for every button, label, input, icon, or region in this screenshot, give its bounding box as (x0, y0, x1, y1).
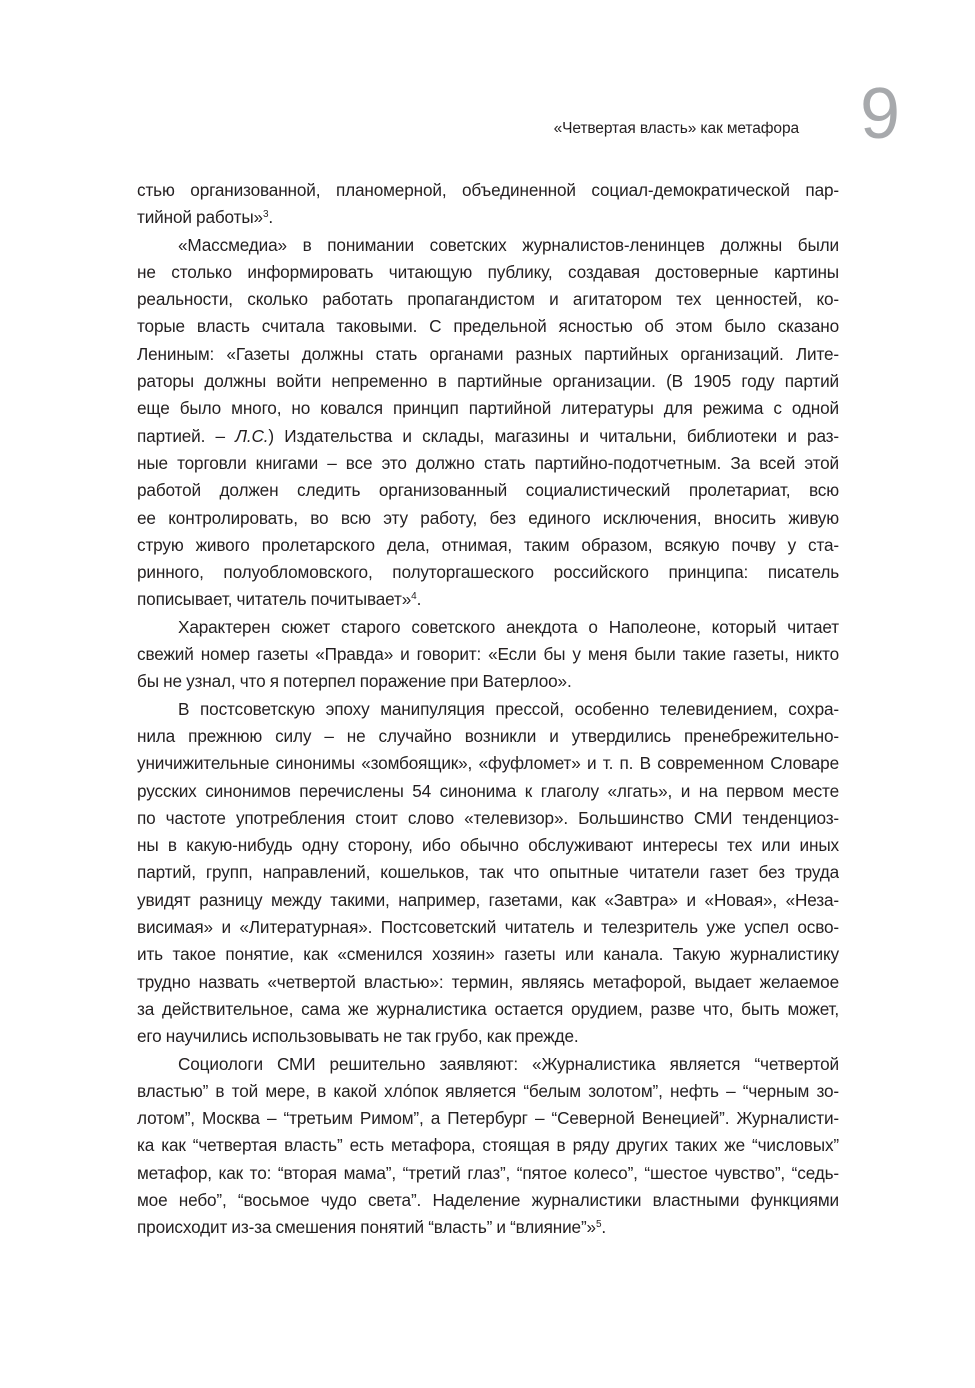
line-text: увидят разницу между такими, например, газетами, как «Завтра» и «Новая», «Неза- (137, 889, 839, 910)
text-line (137, 395, 839, 422)
text-line (137, 313, 839, 340)
line-text: партий, групп, направлений, кошельков, так что опытные читатели газет без труда (137, 862, 839, 883)
line-text: ка как “четвертая власть” есть метафора, стоящая в ряду других таких же “числовых” (137, 1135, 839, 1156)
line-text: по частоте употребления стоит слово «телевизор». Большинство СМИ тенденциоз- (137, 807, 839, 828)
line-text: ны в какую-нибудь одну сторону, ибо обычно обслуживают интересы тех или иных (137, 835, 839, 856)
line-text: свежий номер газеты «Правда» и говорит: «Если бы у меня были такие газеты, никто (137, 644, 839, 665)
text-line (137, 832, 839, 859)
text-line (137, 177, 839, 204)
footnote-marker[interactable]: 3 (262, 209, 269, 221)
text-line (137, 750, 839, 777)
line-text: торые власть считала таковыми. С предельной ясностью об этом было сказано (137, 316, 839, 337)
text-line (137, 1105, 839, 1132)
text-line (137, 1132, 839, 1159)
line-text: стью организованной, планомерной, объединенной социал-демократической пар- (137, 180, 839, 200)
line-text: «Массмедиа» в понимании советских журналистов-ленинцев должны были (178, 234, 839, 255)
text-line (137, 532, 839, 559)
line-text: тийной работы» (137, 207, 263, 228)
line-text: ее контролировать, во всю эту работу, без единого исключения, вносить живую (137, 507, 839, 528)
line-text: еще было много, но ковался принцип партийной литературы для режима с одной (137, 398, 839, 419)
line-text: Социологи СМИ решительно заявляют: «Журналистика является “четвертой (178, 1053, 839, 1074)
text-line (137, 259, 839, 286)
text-line (137, 778, 839, 805)
text-line (137, 1160, 839, 1187)
text-line (137, 1023, 839, 1050)
text-line (137, 641, 839, 668)
line-text: уничижительные синонимы «зомбоящик», «фуфломет» и т. п. В современном Словаре (137, 753, 839, 774)
body-text (137, 177, 839, 1242)
text-line (137, 859, 839, 886)
text-line (137, 696, 839, 723)
text-line (137, 232, 839, 259)
page-number: 9 (859, 74, 901, 154)
text-line (137, 668, 839, 695)
text-line (137, 614, 839, 641)
text-line (137, 286, 839, 313)
text-line (137, 586, 839, 613)
line-text: Характерен сюжет старого советского анекдота о Наполеоне, который читает (178, 616, 839, 637)
line-tail: . (416, 589, 422, 610)
paragraph (137, 696, 839, 1051)
line-text: нила прежнюю силу – не случайно возникли и утвердились пренебрежительно- (137, 725, 839, 746)
line-text: ные торговли книгами – все это должно стать партийно-подотчетным. За всей этой (137, 452, 839, 473)
text-line (137, 1051, 839, 1078)
paragraph (137, 1051, 839, 1242)
line-text: мое небо”, “восьмое чудо света”. Наделение журналистики властными функциями (137, 1189, 839, 1210)
line-text: за действительное, сама же журналистика остается орудием, разве что, быть может, (137, 998, 839, 1019)
line-text: трудно назвать «четвертой властью»: термин, являясь метафорой, выдает желаемое (137, 971, 839, 992)
text-line (137, 1214, 839, 1241)
text-line (137, 559, 839, 586)
paragraph (137, 232, 839, 614)
text-line (137, 805, 839, 832)
author-initials: Л.С. (235, 425, 269, 446)
text-line (137, 477, 839, 504)
line-text: лотом”, Москва – “третьим Римом”, а Петербург – “Северной Венецией”. Журналисти- (137, 1108, 839, 1129)
line-text: его научились использовывать не так грубо, как прежде. (137, 1026, 579, 1047)
text-line (137, 996, 839, 1023)
text-line (137, 941, 839, 968)
text-line (137, 1187, 839, 1214)
text-line (137, 969, 839, 996)
line-text: ринного, полуобломовского, полуторгашеского российского принципа: писатель (137, 562, 839, 583)
text-line (137, 887, 839, 914)
text-line (137, 204, 839, 231)
line-text: висимая» и «Литературная». Постсоветский читатель и телезритель уже успел осво- (137, 917, 839, 938)
text-line (137, 368, 839, 395)
line-text: работой должен следить организованный социалистический пролетариат, всю (137, 480, 839, 501)
text-line (137, 341, 839, 368)
footnote-marker[interactable]: 4 (411, 591, 417, 603)
line-tail: . (601, 1217, 606, 1238)
line-text: пописывает, читатель почитывает» (137, 589, 412, 610)
line-text: раторы должны войти непременно в партийные организации. (В 1905 году партий (137, 371, 839, 392)
line-text: метафор, как то: “вторая мама”, “третий глаз”, “пятое колесо”, “шестое чувство”, “седь- (137, 1162, 839, 1183)
paragraph (137, 614, 839, 696)
line-text: струю живого пролетарского дела, отнимая, таким образом, всякую почву у ста- (137, 534, 839, 555)
running-head: «Четвертая власть» как метафора (553, 120, 799, 137)
line-text: В постсоветскую эпоху манипуляция прессой, особенно телевидением, сохра- (178, 698, 839, 719)
line-text: Лениным: «Газеты должны стать органами разных партийных организаций. Лите- (137, 343, 839, 364)
text-line (137, 723, 839, 750)
line-text: властью” в той мере, в какой хло́пок является “белым золотом”, нефть – “черным зо- (137, 1080, 839, 1101)
text-line (137, 450, 839, 477)
text-line (137, 505, 839, 532)
line-text: русских синонимов перечислены 54 синонима к глаголу «лгать», и на первом месте (137, 780, 839, 801)
line-text: реальности, сколько работать пропагандистом и агитатором тех ценностей, ко- (137, 289, 839, 310)
text-line (137, 1078, 839, 1105)
line-text: ить такое понятие, как «сменился хозяин» газеты или канала. Такую журналистику (137, 944, 839, 965)
text-line (137, 914, 839, 941)
line-text: партией. – Л.С.) Издательства и склады, магазины и читальни, библиотеки и раз- (137, 425, 839, 446)
text-line (137, 423, 839, 450)
paragraph (137, 177, 839, 232)
footnote-marker[interactable]: 5 (595, 1219, 602, 1231)
line-text: бы не узнал, что я потерпел поражение при Ватерлоо». (137, 671, 572, 692)
line-text: происходит из-за смешения понятий “власть” и “влияние”» (137, 1217, 596, 1238)
line-text: не столько информировать читающую публику, создавая достоверные картины (137, 261, 839, 282)
line-tail: . (268, 207, 273, 228)
